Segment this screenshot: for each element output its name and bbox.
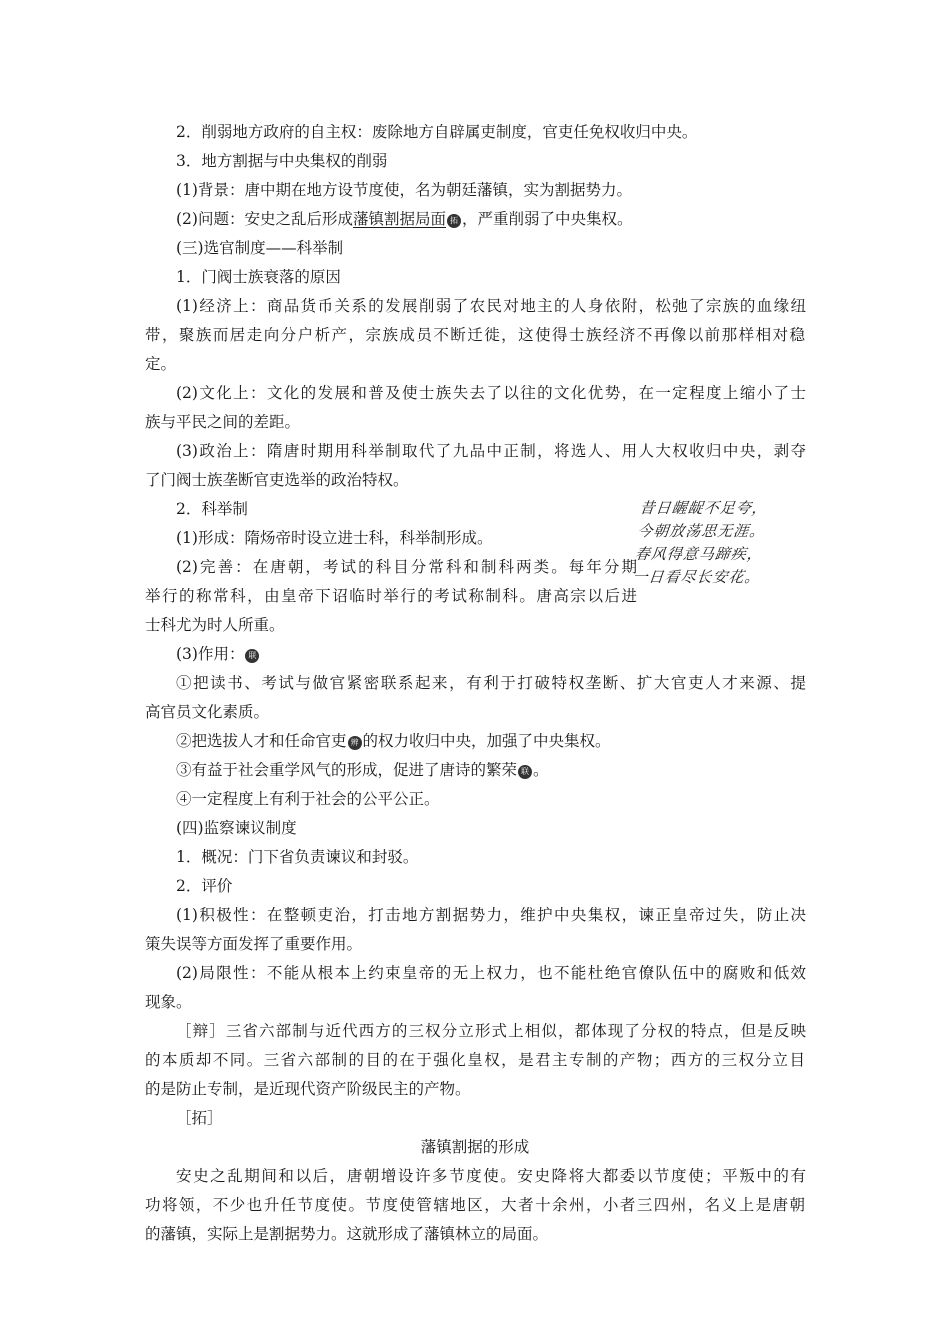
text-span: 。 bbox=[533, 761, 549, 779]
section-heading: ［拓］ bbox=[176, 1109, 223, 1127]
paragraph-line: 带，聚族而居走向分户析产，宗族成员不断迁徙，这使得士族经济不再像以前那样相对稳 bbox=[145, 326, 805, 344]
paragraph-line: ④一定程度上有利于社会的公平公正。 bbox=[176, 790, 440, 808]
poem-line: 昔日龌龊不足夸， bbox=[638, 499, 769, 517]
paragraph-line: ［辩］三省六部制与近代西方的三权分立形式上相似，都体现了分权的特点，但是反映 bbox=[176, 1022, 806, 1040]
paragraph-line: 的本质却不同。三省六部制的目的在于强化皇权，是君主专制的产物；西方的三权分立目 bbox=[145, 1051, 805, 1069]
text-span: ②把选拔人才和任命官吏 bbox=[176, 732, 347, 750]
section-heading: (四)监察谏议制度 bbox=[176, 819, 297, 837]
paragraph-line: 高官员文化素质。 bbox=[145, 703, 270, 721]
paragraph-line: 举行的称常科，由皇帝下诏临时举行的考试称制科。唐高宗以后进 bbox=[145, 587, 637, 605]
paragraph-line: 1．概况：门下省负责谏议和封驳。 bbox=[176, 848, 419, 866]
paragraph-line: (3)政治上：隋唐时期用科举制取代了九品中正制，将选人、用人大权收归中央，剥夺 bbox=[176, 442, 806, 460]
section-heading: 2．科举制 bbox=[176, 500, 248, 518]
annotation-badge: 辨 bbox=[348, 736, 362, 750]
paragraph-line: (1)形成：隋炀帝时设立进士科，科举制形成。 bbox=[176, 529, 493, 547]
box-title: 藩镇割据的形成 bbox=[420, 1138, 530, 1156]
paragraph-line: ①把读书、考试与做官紧密联系起来，有利于打破特权垄断、扩大官吏人才来源、提 bbox=[176, 674, 806, 692]
paragraph-line: 族与平民之间的差距。 bbox=[145, 413, 301, 431]
paragraph-line bbox=[176, 731, 611, 751]
paragraph-line: 定。 bbox=[145, 355, 177, 373]
paragraph-line: 士科尤为时人所重。 bbox=[145, 616, 285, 634]
text-span: ③有益于社会重学风气的形成，促进了唐诗的繁荣 bbox=[176, 761, 518, 779]
text-span: (3)作用： bbox=[176, 645, 245, 663]
poem-line: 今朝放荡思无涯。 bbox=[636, 522, 767, 540]
handwritten-poem bbox=[631, 497, 801, 591]
paragraph-line: 的是防止专制，是近现代资产阶级民主的产物。 bbox=[145, 1080, 471, 1098]
paragraph-line bbox=[176, 760, 549, 780]
section-heading: 2．评价 bbox=[176, 877, 233, 895]
paragraph-line: (1)积极性：在整顿吏治，打击地方割据势力，维护中央集权，谏正皇帝过失，防止决 bbox=[176, 906, 806, 924]
paragraph-line: (1)经济上：商品货币关系的发展削弱了农民对地主的人身依附，松弛了宗族的血缘纽 bbox=[176, 297, 806, 315]
section-heading: 3．地方割据与中央集权的削弱 bbox=[176, 152, 388, 170]
annotation-badge: 拓 bbox=[447, 214, 461, 228]
text-span: (2)问题：安史之乱后形成 bbox=[176, 210, 353, 228]
paragraph-line: 策失误等方面发挥了重要作用。 bbox=[145, 935, 363, 953]
paragraph-line: 现象。 bbox=[145, 993, 192, 1011]
paragraph-line: 功将领，不少也升任节度使。节度使管辖地区，大者十余州，小者三四州，名义上是唐朝 bbox=[145, 1196, 805, 1214]
paragraph-line: (2)完善：在唐朝，考试的科目分常科和制科两类。每年分期 bbox=[176, 558, 637, 576]
annotation-badge: 联 bbox=[518, 765, 532, 779]
paragraph-line: 2．削弱地方政府的自主权：废除地方自辟属吏制度，官吏任免权收归中央。 bbox=[176, 123, 698, 141]
text-span: ，严重削弱了中央集权。 bbox=[461, 210, 633, 228]
paragraph-line: (1)背景：唐中期在地方设节度使，名为朝廷藩镇，实为割据势力。 bbox=[176, 181, 632, 199]
poem-line: 一日看尽长安花。 bbox=[631, 568, 762, 586]
text-span: 的权力收归中央，加强了中央集权。 bbox=[362, 732, 611, 750]
annotation-badge: 联 bbox=[245, 649, 259, 663]
section-heading: (三)选官制度——科举制 bbox=[176, 239, 344, 257]
poem-line: 春风得意马蹄疾， bbox=[634, 545, 764, 563]
paragraph-line: 安史之乱期间和以后，唐朝增设许多节度使。安史降将大都委以节度使；平叛中的有 bbox=[176, 1167, 806, 1185]
paragraph-line: (2)局限性：不能从根本上约束皇帝的无上权力，也不能杜绝官僚队伍中的腐败和低效 bbox=[176, 964, 806, 982]
paragraph-line bbox=[176, 644, 260, 664]
paragraph-line: 的藩镇，实际上是割据势力。这就形成了藩镇林立的局面。 bbox=[145, 1225, 549, 1243]
paragraph-line: (2)文化上：文化的发展和普及使士族失去了以往的文化优势，在一定程度上缩小了士 bbox=[176, 384, 806, 402]
underlined-term: 藩镇割据局面 bbox=[352, 210, 446, 228]
section-heading: 1．门阀士族衰落的原因 bbox=[176, 268, 341, 286]
paragraph-line: 了门阀士族垄断官吏选举的政治特权。 bbox=[145, 471, 409, 489]
paragraph-line bbox=[176, 209, 633, 229]
